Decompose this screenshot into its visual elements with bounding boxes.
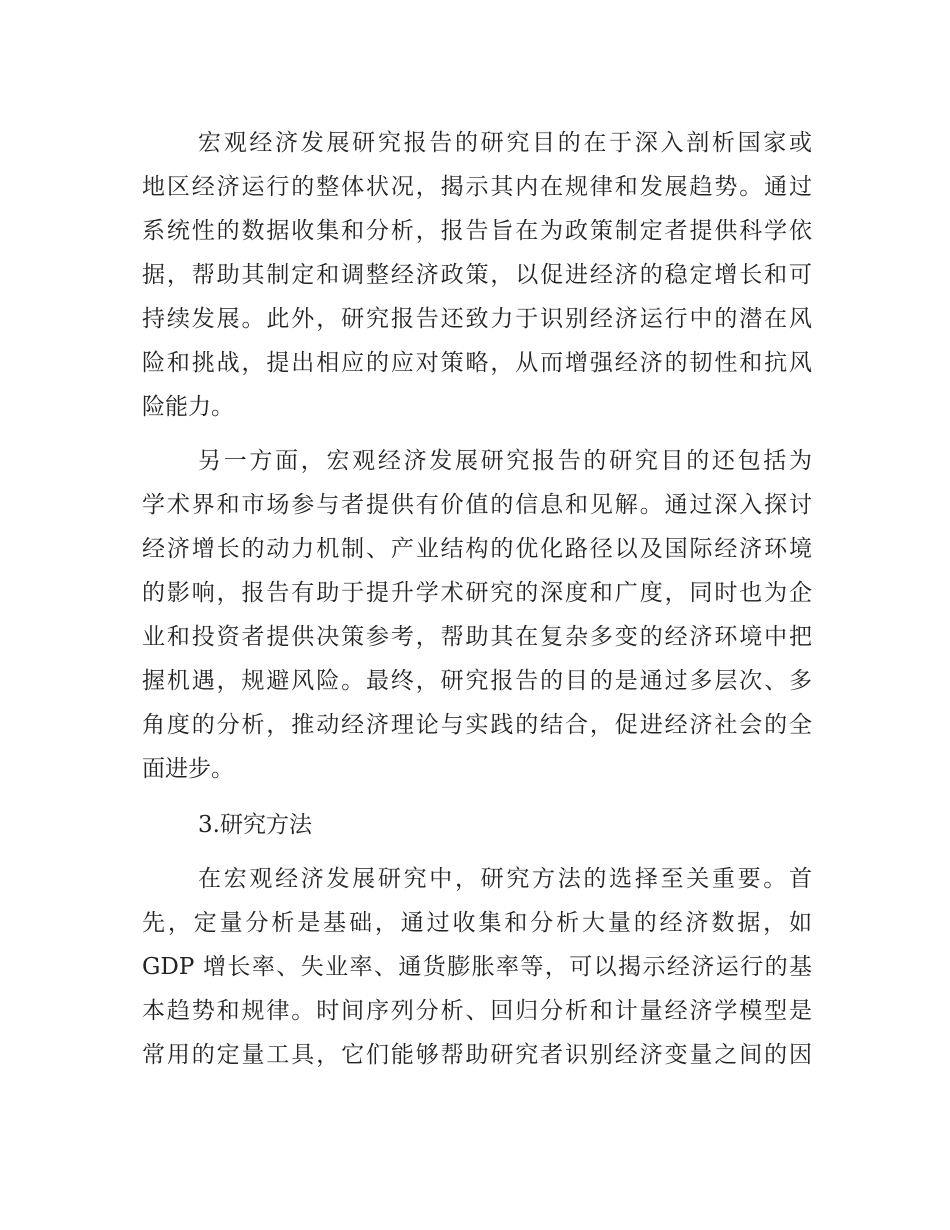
text-line: 角度的分析，推动经济理论与实践的结合，促进经济社会的全 <box>142 712 812 738</box>
text-line: 学术界和市场参与者提供有价值的信息和见解。通过深入探讨 <box>142 492 812 518</box>
text-line: 持续发展。此外，研究报告还致力于识别经济运行中的潜在风 <box>142 306 812 332</box>
text-line: 面进步。 <box>142 756 234 782</box>
text-line: 业和投资者提供决策参考，帮助其在复杂多变的经济环境中把 <box>142 624 812 650</box>
text-line: 的影响，报告有助于提升学术研究的深度和广度，同时也为企 <box>142 580 812 606</box>
text-line: 经济增长的动力机制、产业结构的优化路径以及国际经济环境 <box>142 536 812 562</box>
text-line: 先，定量分析是基础，通过收集和分析大量的经济数据，如 <box>142 910 812 936</box>
text-line: 系统性的数据收集和分析，报告旨在为政策制定者提供科学依 <box>142 218 812 244</box>
text-line: 宏观经济发展研究报告的研究目的在于深入剖析国家或 <box>198 130 812 156</box>
text-line: 地区经济运行的整体状况，揭示其内在规律和发展趋势。通过 <box>142 174 812 200</box>
text-line: 常用的定量工具，它们能够帮助研究者识别经济变量之间的因 <box>142 1042 812 1068</box>
text-line: 握机遇，规避风险。最终，研究报告的目的是通过多层次、多 <box>142 668 812 694</box>
text-line: 在宏观经济发展研究中，研究方法的选择至关重要。首 <box>198 866 812 892</box>
text-line: GDP 增长率、失业率、通货膨胀率等，可以揭示经济运行的基 <box>142 954 812 980</box>
text-line: 险能力。 <box>142 394 234 420</box>
text-line: 据，帮助其制定和调整经济政策，以促进经济的稳定增长和可 <box>142 262 812 288</box>
section-heading: 3.研究方法 <box>198 812 312 838</box>
text-line: 另一方面，宏观经济发展研究报告的研究目的还包括为 <box>198 448 812 474</box>
text-line: 本趋势和规律。时间序列分析、回归分析和计量经济学模型是 <box>142 998 812 1024</box>
text-line: 险和挑战，提出相应的应对策略，从而增强经济的韧性和抗风 <box>142 350 812 376</box>
